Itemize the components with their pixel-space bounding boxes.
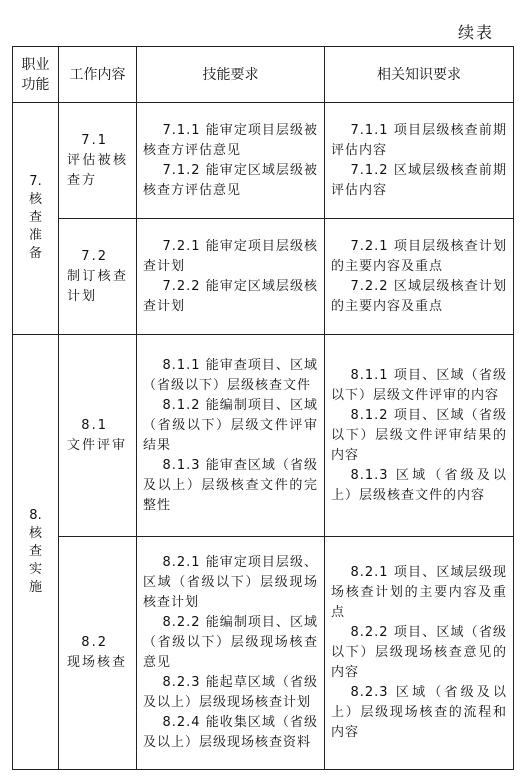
knowledge-item: 8.1.1 项目、区域（省级以下）层级文件评审的内容 — [331, 367, 507, 403]
work-content: 8.2 现场核查 — [67, 635, 128, 670]
table-row — [13, 537, 514, 770]
skill-item: 8.1.1 能审查项目、区域（省级以下）层级核查文件 — [143, 357, 318, 393]
function-cell-7 — [13, 103, 59, 335]
skills-cell — [137, 103, 325, 219]
knowledge-cell — [325, 537, 514, 770]
skill-item: 8.2.4 能收集区域（省级及以上）层级现场核查资料 — [143, 715, 318, 750]
skill-item: 7.2.1 能审定项目层级核查计划 — [143, 238, 318, 274]
knowledge-item: 8.2.3 区域（省级及以上）层级现场核查的流程和内容 — [331, 685, 507, 740]
table-row — [13, 335, 514, 537]
continued-label: 续表 — [458, 23, 495, 42]
work-cell — [59, 335, 137, 537]
skill-item: 7.1.2 能审定区域层级被核查方评估意见 — [143, 162, 318, 198]
skill-item: 8.1.3 能审查区域（省级及以上）层级核查文件的完整性 — [143, 457, 318, 513]
knowledge-cell — [325, 219, 514, 335]
function-cell-8 — [13, 335, 59, 770]
work-content: 7.1 评估被核查方 — [67, 132, 128, 188]
knowledge-cell — [325, 335, 514, 537]
work-cell — [59, 103, 137, 219]
skills-cell — [137, 219, 325, 335]
function-label: 8. 核查实施 — [28, 507, 42, 595]
header-knowledge-requirements: 相关知识要求 — [325, 47, 514, 103]
skill-item: 7.2.2 能审定区域层级核查计划 — [143, 278, 318, 314]
knowledge-item: 8.2.1 项目、区域层级现场核查计划的主要内容及重点 — [331, 565, 507, 620]
table-header-row — [13, 47, 514, 103]
knowledge-item: 7.1.2 区域层级核查前期评估内容 — [331, 162, 507, 198]
knowledge-item: 7.2.2 区域层级核查计划的主要内容及重点 — [331, 278, 507, 314]
skills-cell — [137, 537, 325, 770]
table-row — [13, 103, 514, 219]
knowledge-item: 7.1.1 项目层级核查前期评估内容 — [331, 122, 507, 158]
skill-item: 8.2.1 能审定项目层级、区域（省级以下）层级现场核查计划 — [143, 555, 318, 610]
knowledge-item: 8.1.2 项目、区域（省级以下）层级文件评审结果的内容 — [331, 407, 507, 463]
knowledge-item: 7.2.1 项目层级核查计划的主要内容及重点 — [331, 238, 507, 274]
header-function: 职业功能 — [13, 47, 59, 103]
knowledge-cell — [325, 103, 514, 219]
skill-item: 8.1.2 能编制项目、区域（省级以下）层级文件评审结果 — [143, 397, 318, 453]
work-cell — [59, 219, 137, 335]
work-content: 8.1 文件评审 — [67, 417, 128, 453]
skills-cell — [137, 335, 325, 537]
function-label: 7. 核查准备 — [28, 174, 42, 261]
skill-item: 8.2.2 能编制项目、区域（省级以下）层级现场核查意见 — [143, 615, 318, 670]
table-row — [13, 219, 514, 335]
knowledge-item: 8.2.2 项目、区域（省级以下）层级现场核查意见的内容 — [331, 625, 507, 680]
work-content: 7.2 制订核查计划 — [67, 248, 128, 304]
skill-item: 8.2.3 能起草区域（省级及以上）层级现场核查计划 — [143, 675, 318, 710]
skill-item: 7.1.1 能审定项目层级被核查方评估意见 — [143, 122, 318, 158]
knowledge-item: 8.1.3 区域（省级及以上）层级核查文件的内容 — [331, 467, 507, 503]
skills-table — [12, 46, 514, 770]
header-work-content: 工作内容 — [59, 47, 137, 103]
work-cell — [59, 537, 137, 770]
header-skill-requirements: 技能要求 — [137, 47, 325, 103]
